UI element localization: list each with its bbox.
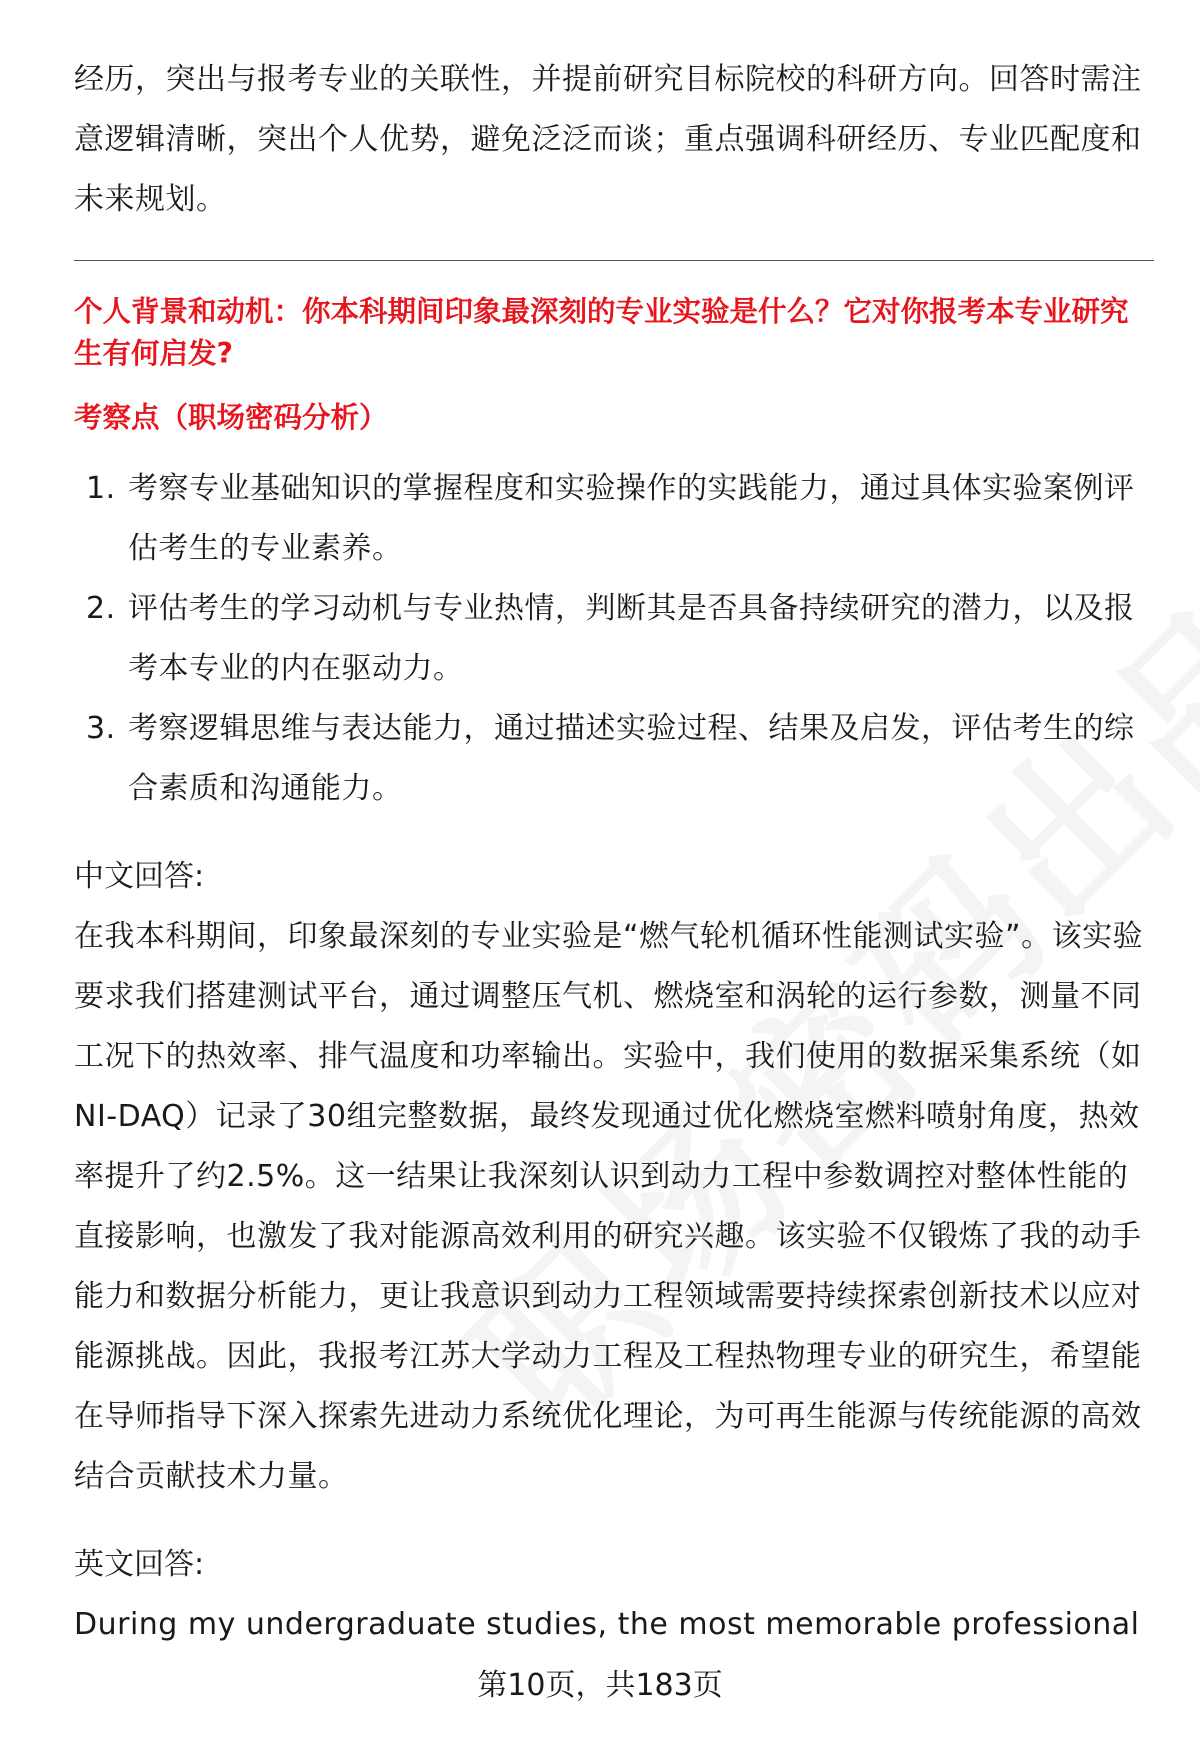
intro-paragraph: 经历，突出与报考专业的关联性，并提前研究目标院校的科研方向。回答时需注意逻辑清晰，突出个人优势，避免泛泛而谈；重点强调科研经历、专业匹配度和未来规划。 (74, 62, 1142, 217)
list-item-text: 评估考生的学习动机与专业热情，判断其是否具备持续研究的潜力，以及报考本专业的内在驱动力。 (128, 591, 1135, 686)
chinese-answer-label: 中文回答: (74, 859, 205, 894)
english-answer-label: 英文回答: (74, 1547, 205, 1582)
list-item-number: 2. (86, 591, 116, 626)
english-answer-text: During my undergraduate studies, the most memorable professional (74, 1607, 1140, 1642)
question-heading: 个人背景和动机：你本科期间印象最深刻的专业实验是什么？它对你报考本专业研究生有何启发? (74, 295, 1129, 370)
list-item-text: 考察专业基础知识的掌握程度和实验操作的实践能力，通过具体实验案例评估考生的专业素养。 (128, 471, 1135, 566)
page-number-footer: 第10页，共183页 (477, 1668, 723, 1703)
list-item (74, 459, 1154, 579)
list-item (74, 699, 1154, 819)
list-item-number: 3. (86, 711, 116, 746)
document-page (74, 50, 1154, 1655)
section-divider (74, 260, 1154, 261)
chinese-answer-text: 在我本科期间，印象最深刻的专业实验是“燃气轮机循环性能测试实验”。该实验要求我们搭建测试平台，通过调整压气机、燃烧室和涡轮的运行参数，测量不同工况下的热效率、排气温度和功率输出。实验中，我们使用的数据采集系统（如NI-DAQ）记录了30组完整数据，最终发现通过优化燃烧室燃料喷射角度，热效率提升了约2.5%。这一结果让我深刻认识到动力工程中参数调控对整体性能的直接影响，也激发了我对能源高效利用的研究兴趣。该实验不仅锻炼了我的动手能力和数据分析能力，更让我意识到动力工程领域需要持续探索创新技术以应对能源挑战。因此，我报考江苏大学动力工程及工程热物理专业的研究生，希望能在导师指导下深入探索先进动力系统优化理论，为可再生能源与传统能源的高效结合贡献技术力量。 (74, 919, 1144, 1494)
list-item-text: 考察逻辑思维与表达能力，通过描述实验过程、结果及启发，评估考生的综合素质和沟通能力。 (128, 711, 1135, 806)
assessment-list (74, 459, 1154, 819)
list-item-number: 1. (86, 471, 116, 506)
list-item (74, 579, 1154, 699)
assessment-heading: 考察点（职场密码分析） (74, 401, 388, 434)
